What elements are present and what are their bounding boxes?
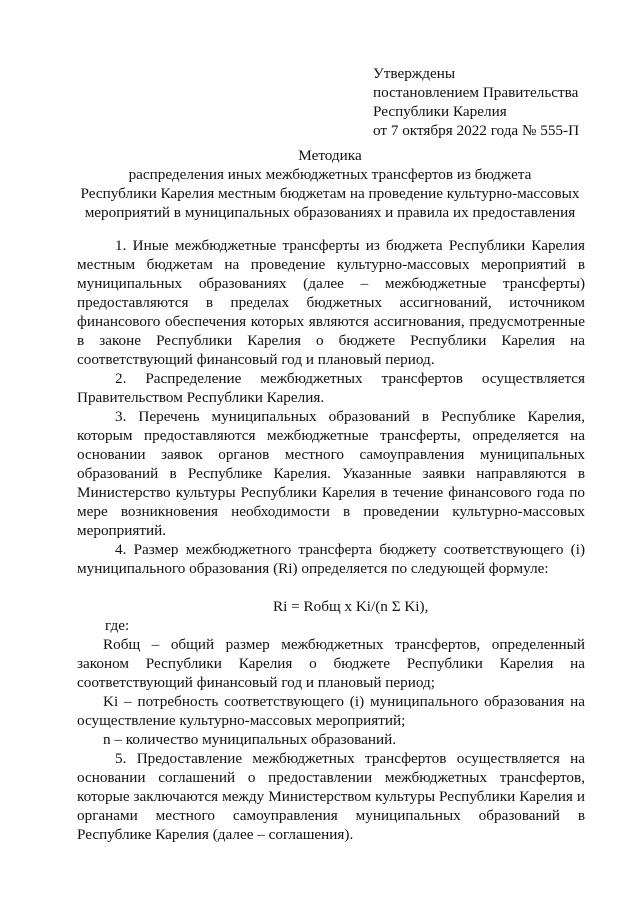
formula: Ri = Rобщ x Ki/(n Σ Ki), bbox=[273, 598, 429, 615]
title-heading: Методика bbox=[298, 147, 362, 164]
approval-line-1: Утверждены bbox=[373, 65, 456, 82]
paragraph-3: 3. Перечень муниципальных образований в Республике Карелия, которым предоставляются межбюджетные трансферты, определяется на основании заявок органов местного самоуправления муниципальных образований в Республике Карелия. Указанные заявки направляются в Министерство культуры Республики Карелия в течение финансового года по мере возникновения необходимости в проведении культурно-массовых мероприятий. bbox=[77, 408, 585, 539]
title-line-3: Республики Карелия местным бюджетам на проведение культурно-массовых bbox=[80, 185, 580, 202]
title-line-4: мероприятий в муниципальных образованиях и правила их предоставления bbox=[84, 204, 576, 221]
paragraph-1: 1. Иные межбюджетные трансферты из бюджета Республики Карелия местным бюджетам на проведение культурно-массовых мероприятий в муниципальных образованиях (далее – межбюджетные трансферты) предоставляются в пределах бюджетных ассигнований, источником финансового обеспечения которых являются ассигнования, предусмотренные в законе Республики Карелия о бюджете Республики Карелия на соответствующий финансовый год и плановый период. bbox=[77, 237, 585, 368]
definition-n: n – количество муниципальных образований. bbox=[103, 731, 397, 748]
approval-stamp bbox=[373, 64, 635, 140]
definition-r-total: Rобщ – общий размер межбюджетных трансфертов, определенный законом Республики Карелия о бюджете Республики Карелия на соответствующий финансовый год и плановый период; bbox=[77, 636, 585, 691]
paragraph-5: 5. Предоставление межбюджетных трансфертов осуществляется на основании соглашений о предоставлении межбюджетных трансфертов, которые заключаются между Министерством культуры Республики Карелия и органами местного самоуправления муниципальных образований в Республике Карелия (далее – соглашения). bbox=[77, 750, 585, 843]
definition-ki: Ki – потребность соответствующего (i) муниципального образования на осуществление культурно-массовых мероприятий; bbox=[77, 693, 585, 729]
approval-line-2: постановлением Правительства bbox=[373, 84, 579, 101]
approval-line-4: от 7 октября 2022 года № 555-П bbox=[373, 122, 580, 139]
document-body bbox=[77, 236, 585, 844]
approval-line-3: Республики Карелия bbox=[373, 103, 507, 120]
paragraph-4: 4. Размер межбюджетного трансферта бюджету соответствующего (i) муниципального образования (Ri) определяется по следующей формуле: bbox=[77, 541, 585, 577]
title-line-2: распределения иных межбюджетных трансфертов из бюджета bbox=[128, 166, 532, 183]
paragraph-2: 2. Распределение межбюджетных трансфертов осуществляется Правительством Республики Карелия. bbox=[77, 370, 585, 406]
where-label: где: bbox=[105, 617, 130, 634]
document-title bbox=[70, 146, 590, 222]
